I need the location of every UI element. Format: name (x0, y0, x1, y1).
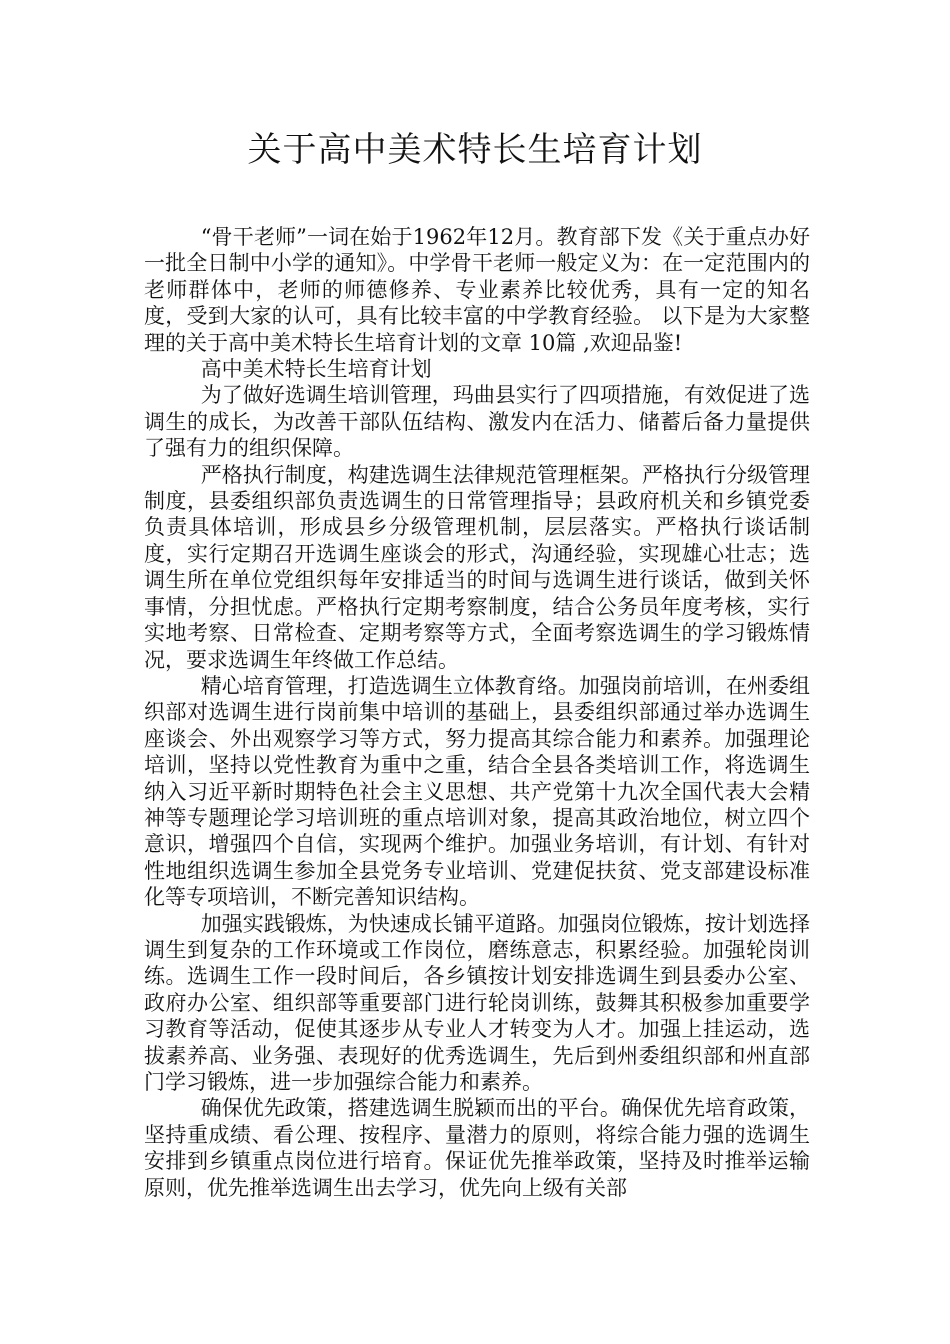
paragraph-training-management: 精心培育管理，打造选调生立体教育络。加强岗前培训，在州委组织部对选调生进行岗前集中培训的基础上，县委组织部通过举办选调生座谈会、外出观察学习等方式，努力提高其综合能力和素养。加强理论培训，坚持以党性教育为重中之重，结合全县各类培训工作，将选调生纳入习近平新时期特色社会主义思想、共产党第十九次全国代表大会精神等专题理论学习培训班的重点培训对象，提高其政治地位，树立四个意识，增强四个自信，实现两个维护。加强业务培训，有计划、有针对性地组织选调生参加全县党务专业培训、党建促扶贫、党支部建设标准化等专项培训，不断完善知识结构。 (144, 673, 810, 910)
paragraph-strict-system: 严格执行制度，构建选调生法律规范管理框架。严格执行分级管理制度，县委组织部负责选调生的日常管理指导；县政府机关和乡镇党委负责具体培训，形成县乡分级管理机制，层层落实。严格执行谈话制度，实行定期召开选调生座谈会的形式，沟通经验，实现雄心壮志；选调生所在单位党组织每年安排适当的时间与选调生进行谈话，做到关怀事情，分担忧虑。严格执行定期考察制度，结合公务员年度考核，实行实地考察、日常检查、定期考察等方式，全面考察选调生的学习锻炼情况，要求选调生年终做工作总结。 (144, 462, 810, 672)
document-title: 关于高中美术特长生培育计划 (247, 130, 703, 170)
paragraph-priority-policy: 确保优先政策，搭建选调生脱颖而出的平台。确保优先培育政策，坚持重成绩、看公理、按程序、量潜力的原则，将综合能力强的选调生安排到乡镇重点岗位进行培育。保证优先推举政策，坚持及时推举运输原则，优先推举选调生出去学习，优先向上级有关部 (144, 1096, 810, 1200)
paragraph-intro: “骨干老师”一词在始于1962年12月。教育部下发《关于重点办好一批全日制中小学的通知》。中学骨干老师一般定义为：在一定范围内的老师群体中，老师的师德修养、专业素养比较优秀，具有一定的知名度，受到大家的认可，具有比较丰富的中学教育经验。 以下是为大家整理的关于高中美术特长生培育计划的文章 10篇 ,欢迎品鉴! (144, 225, 810, 355)
document-body (144, 224, 810, 1201)
paragraph-practice-training: 加强实践锻炼，为快速成长铺平道路。加强岗位锻炼，按计划选择调生到复杂的工作环境或工作岗位，磨练意志，积累经验。加强轮岗训练。选调生工作一段时间后，各乡镇按计划安排选调生到县委办公室、政府办公室、组织部等重要部门进行轮岗训练，鼓舞其积极参加重要学习教育等活动，促使其逐步从专业人才转变为人才。加强上挂运动，选拔素养高、业务强、表现好的优秀选调生，先后到州委组织部和州直部门学习锻炼，进一步加强综合能力和素养。 (144, 911, 810, 1094)
paragraph-subtitle: 高中美术特长生培育计划 (200, 357, 432, 382)
paragraph-measures-overview: 为了做好选调生培训管理，玛曲县实行了四项措施，有效促进了选调生的成长，为改善干部队伍结构、激发内在活力、储蓄后备力量提供了强有力的组织保障。 (144, 383, 810, 461)
